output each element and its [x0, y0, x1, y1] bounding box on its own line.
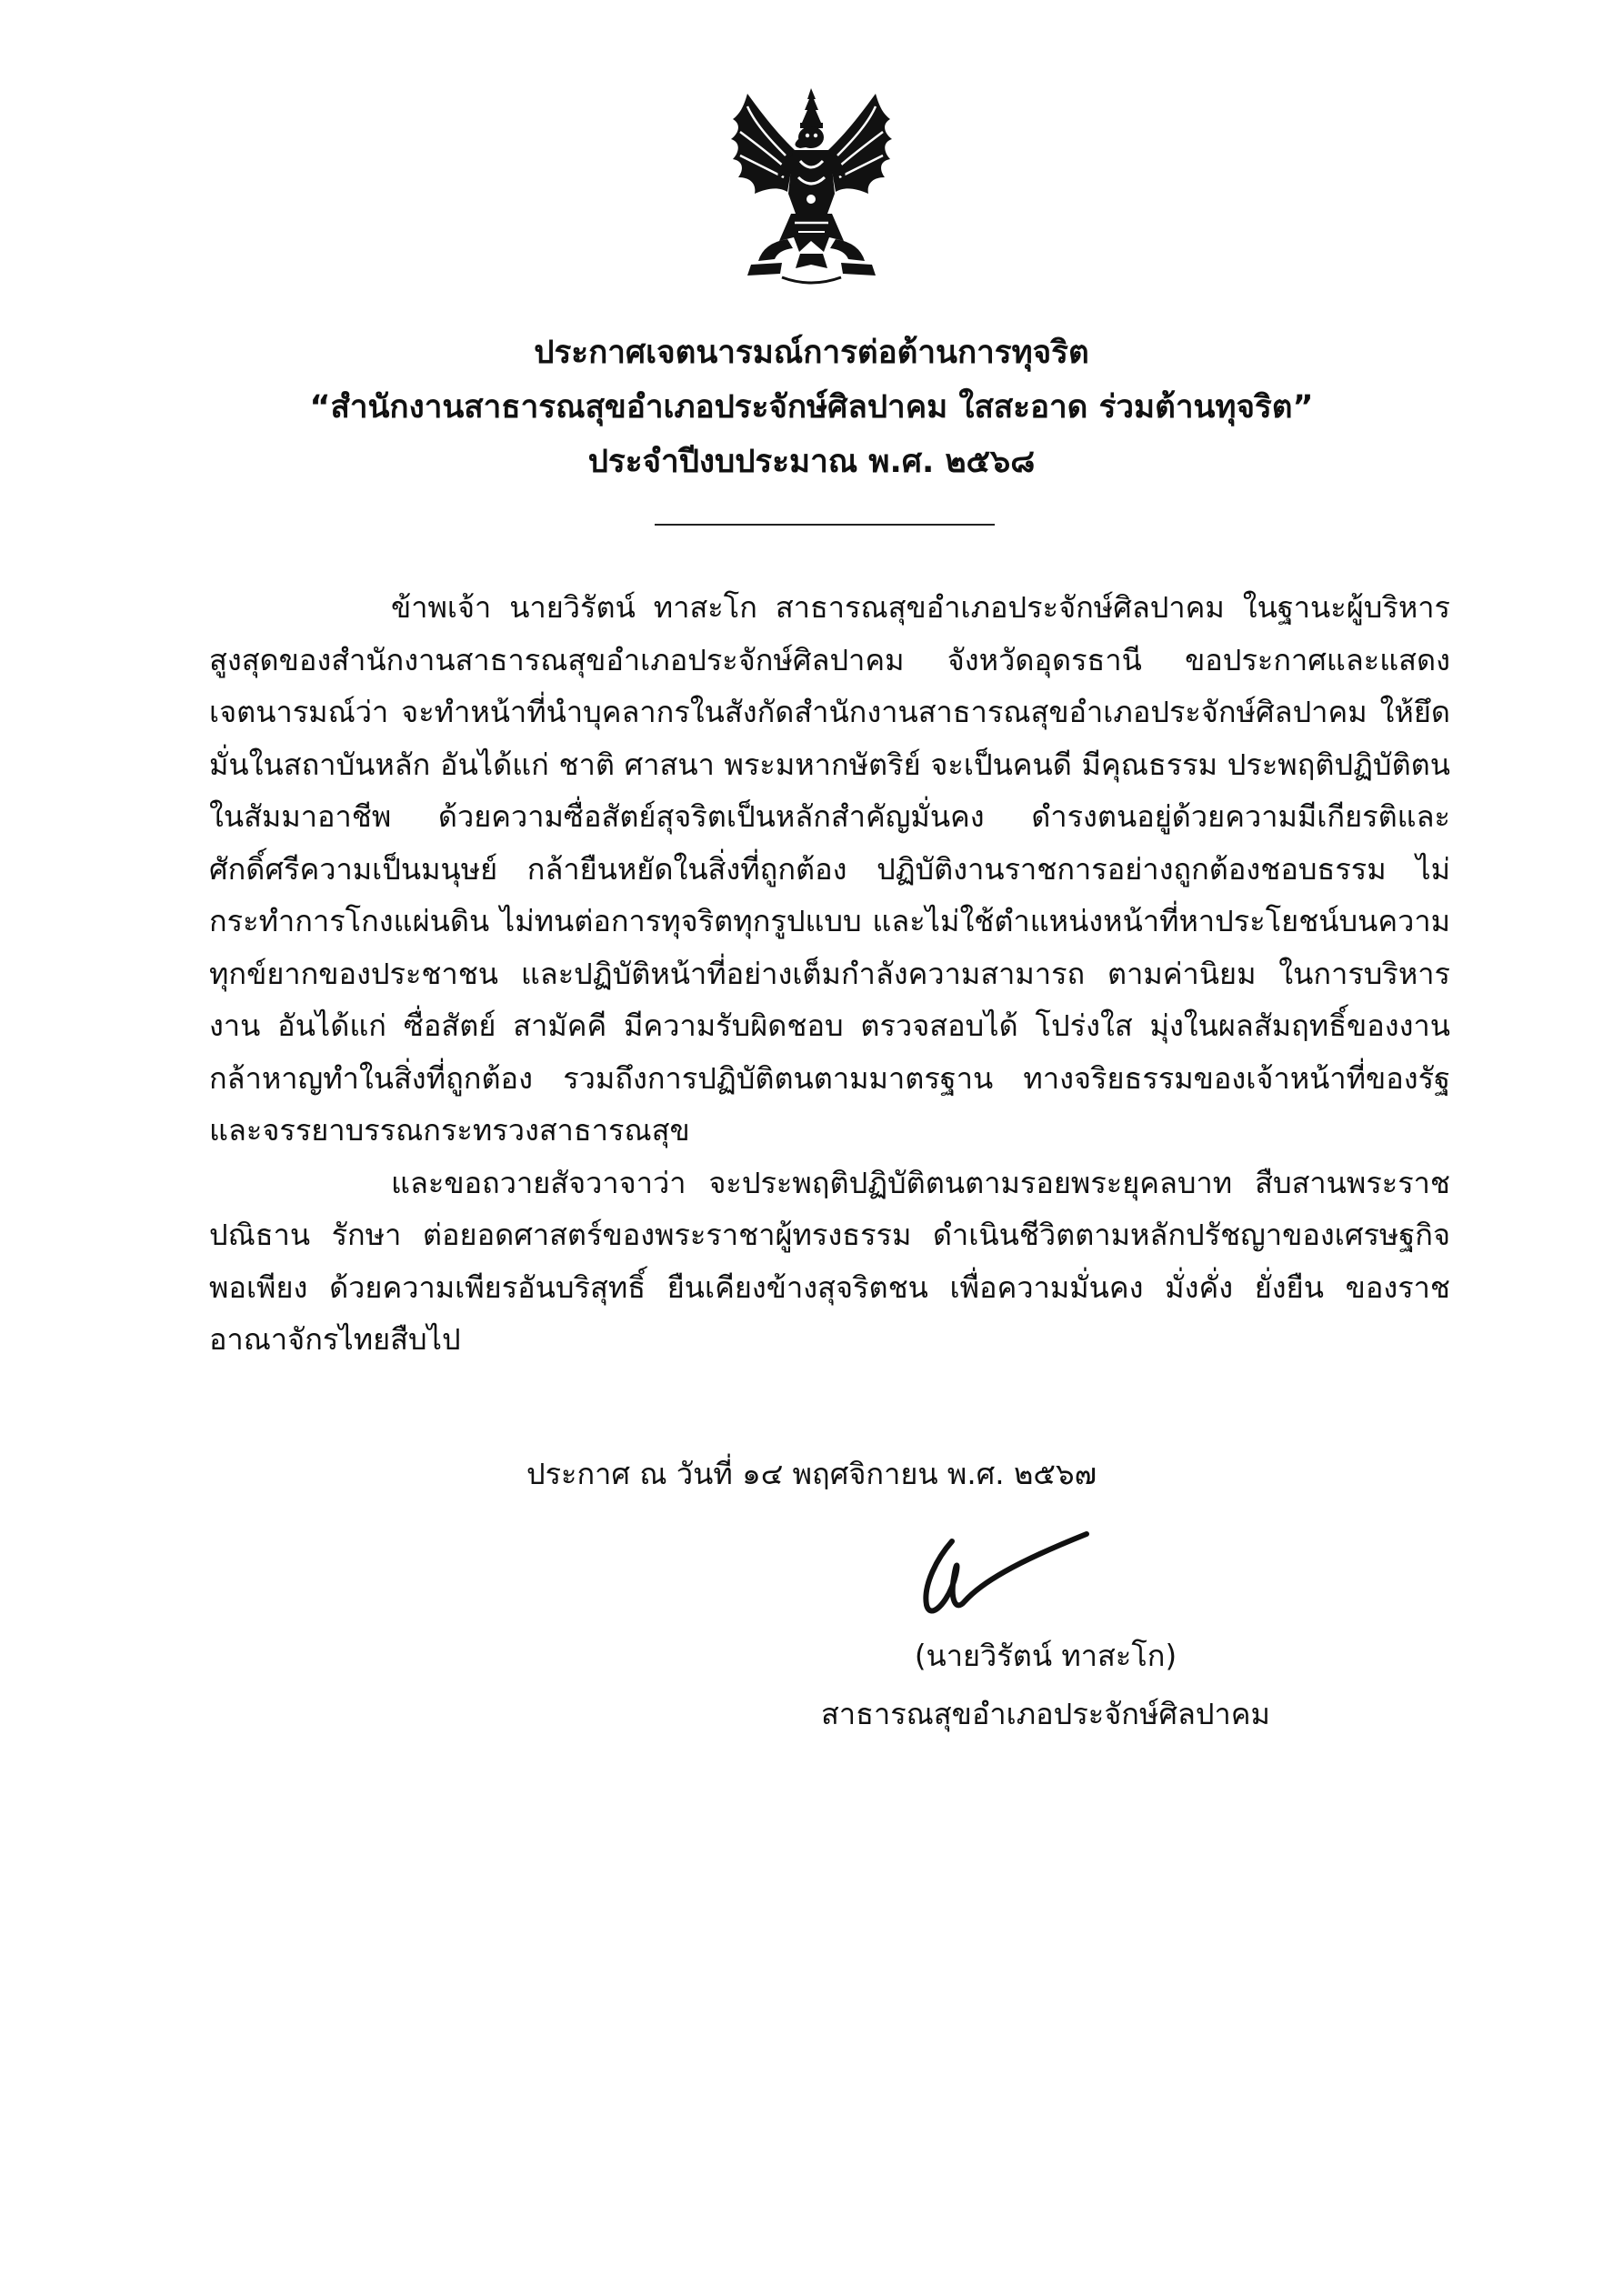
title-line-3: ประจำปีงบประมาณ พ.ศ. ๒๕๖๘ — [587, 444, 1036, 480]
body-paragraph-1: ข้าพเจ้า นายวิรัตน์ ทาสะโก สาธารณสุขอำเภอประจักษ์ศิลปาคม ในฐานะผู้บริหารสูงสุดของสำนักงานสาธารณสุขอำเภอประจักษ์ศิลปาคม จังหวัดอุดรธานี ขอประกาศและแสดงเจตนารมณ์ว่า จะทำหน้าที่นำบุคลากรในสังกัดสำนักงานสาธารณสุขอำเภอประจักษ์ศิลปาคม ให้ยึดมั่นในสถาบันหลัก อันได้แก่ ชาติ ศาสนา พระมหากษัตริย์ จะเป็นคนดี มีคุณธรรม ประพฤติปฏิบัติตนในสัมมาอาชีพ ด้วยความซื่อสัตย์สุจริตเป็นหลักสำคัญมั่นคง ดำรงตนอยู่ด้วยความมีเกียรติและศักดิ์ศรีความเป็นมนุษย์ กล้ายืนหยัดในสิ่งที่ถูกต้อง ปฏิบัติงานราชการอย่างถูกต้องชอบธรรม ไม่กระทำการโกงแผ่นดิน ไม่ทนต่อการทุจริตทุกรูปแบบ และไม่ใช้ตำแหน่งหน้าที่หาประโยชน์บนความทุกข์ยากของประชาชน และปฏิบัติหน้าที่อย่างเต็มกำลังความสามารถ ตามค่านิยม ในการบริหารงาน อันได้แก่ ซื่อสัตย์ สามัคคี มีความรับผิดชอบ ตรวจสอบได้ โปร่งใส มุ่งในผลสัมฤทธิ์ของงาน กล้าหาญทำในสิ่งที่ถูกต้อง รวมถึงการปฏิบัติตนตามมาตรฐาน ทางจริยธรรมของเจ้าหน้าที่ของรัฐ และจรรยาบรรณกระทรวงสาธารณสุข — [209, 590, 1450, 1148]
title-line-2: “สำนักงานสาธารณสุขอำเภอประจักษ์ศิลปาคม ใสสะอาด ร่วมต้านทุจริต” — [309, 389, 1314, 426]
document-body — [209, 582, 1450, 1367]
title-line-1: ประกาศเจตนารมณ์การต่อต้านการทุจริต — [534, 335, 1089, 371]
signer-name: (นายวิรัตน์ ทาสะโก) — [914, 1639, 1177, 1673]
document-title — [182, 326, 1441, 489]
body-paragraph-2: และขอถวายสัจวาจาว่า จะประพฤติปฏิบัติตนตามรอยพระยุคลบาท สืบสานพระราชปณิธาน รักษา ต่อยอดศาสตร์ของพระราชาผู้ทรงธรรม ดำเนินชีวิตตามหลักปรัชญาของเศรษฐกิจพอเพียง ด้วยความเพียรอันบริสุทธิ์ ยืนเคียงข้างสุจริตชน เพื่อความมั่นคง มั่งคั่ง ยั่งยืน ของราชอาณาจักรไทยสืบไป — [209, 1165, 1450, 1357]
garuda-emblem-icon — [727, 86, 896, 291]
handwritten-signature-icon — [905, 1514, 1096, 1623]
signer-position: สาธารณสุขอำเภอประจักษ์ศิลปาคม — [821, 1697, 1270, 1731]
announcement-date: ประกาศ ณ วันที่ ๑๔ พฤศจิกายน พ.ศ. ๒๕๖๗ — [526, 1457, 1097, 1491]
title-divider — [655, 524, 995, 526]
